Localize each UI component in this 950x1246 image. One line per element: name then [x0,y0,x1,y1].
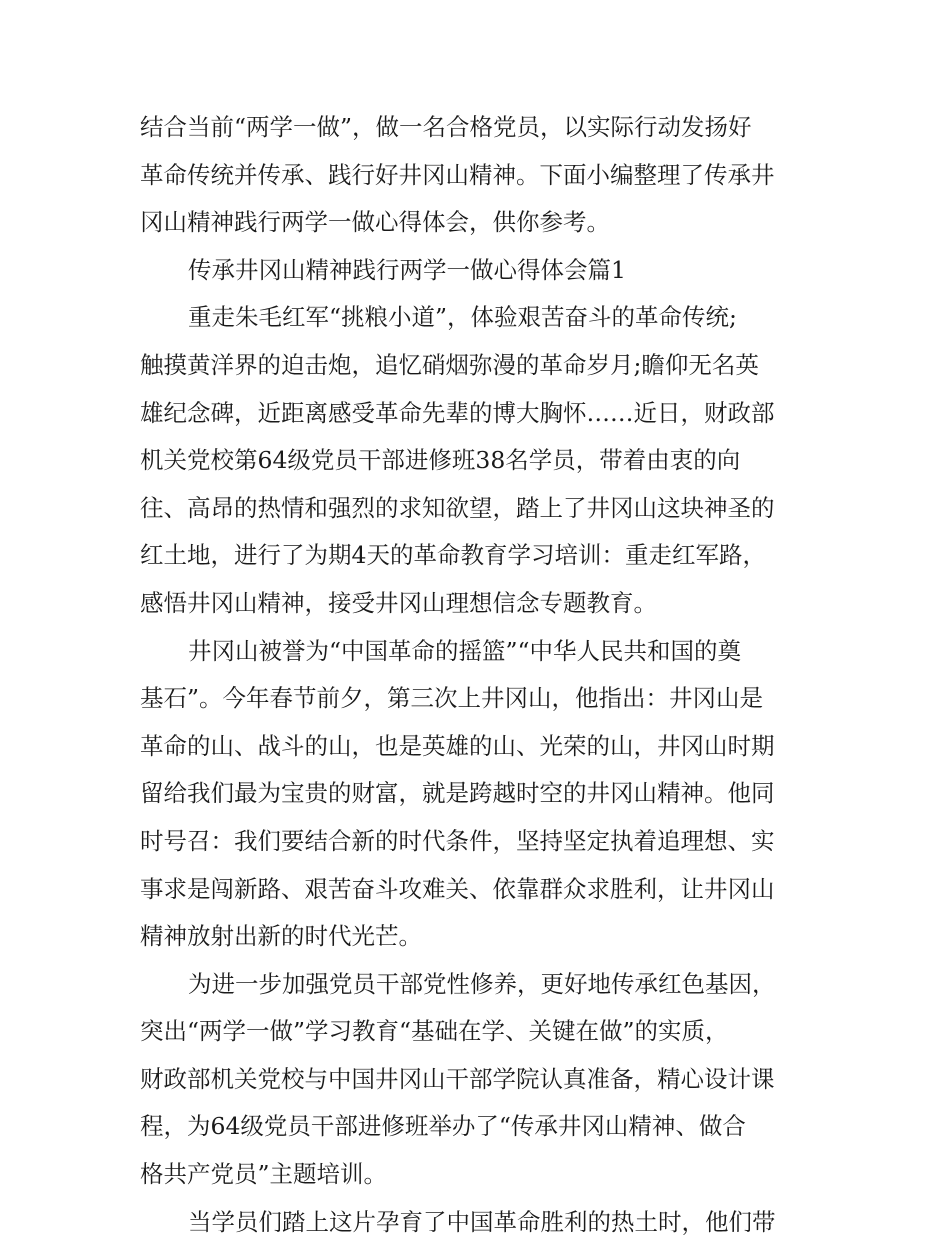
text-line: 结合当前“两学一做”，做一名合格党员，以实际行动发扬好 [140,113,752,141]
text-line: 冈山精神践行两学一做心得体会，供你参考。 [140,208,610,237]
text-line: 机关党校第64级党员干部进修班38名学员，带着由衷的向 [140,446,741,475]
text-line: 程，为64级党员干部进修班举办了“传承井冈山精神、做合 [140,1112,746,1141]
paragraph-first-line: 重走朱毛红军“挑粮小道”，体验艰苦奋斗的革命传统; [188,303,737,332]
paragraph-first-line: 为进一步加强党员干部党性修养，更好地传承红色基因， [188,969,776,998]
text-line: 时号召：我们要结合新的时代条件，坚持坚定执着追理想、实 [140,826,775,855]
text-line: 往、高昂的热情和强烈的求知欲望，踏上了井冈山这块神圣的 [140,493,775,522]
text-line: 红土地，进行了为期4天的革命教育学习培训：重走红军路， [140,541,766,570]
text-line: 格共产党员”主题培训。 [140,1160,388,1189]
text-line: 留给我们最为宝贵的财富，就是跨越时空的井冈山精神。他同 [140,779,775,808]
paragraph-first-line: 传承井冈山精神践行两学一做心得体会篇1 [188,255,626,284]
text-line: 精神放射出新的时代光芒。 [140,922,422,951]
document-body [140,104,812,1246]
paragraph-first-line: 井冈山被誉为“中国革命的摇篮”“中华人民共和国的奠 [188,636,742,665]
text-line: 事求是闯新路、艰苦奋斗攻难关、依靠群众求胜利，让井冈山 [140,874,775,903]
text-line: 基石”。今年春节前夕，第三次上井冈山，他指出：井冈山是 [140,684,764,713]
text-line: 触摸黄洋界的迫击炮，追忆硝烟弥漫的革命岁月;瞻仰无名英 [140,350,759,379]
text-line: 雄纪念碑，近距离感受革命先辈的博大胸怀……近日，财政部 [140,398,775,427]
text-line: 革命传统并传承、践行好井冈山精神。下面小编整理了传承井 [140,160,775,189]
text-line: 感悟井冈山精神，接受井冈山理想信念专题教育。 [140,588,657,617]
paragraph-first-line: 当学员们踏上这片孕育了中国革命胜利的热土时，他们带 [188,1207,776,1236]
text-line: 革命的山、战斗的山，也是英雄的山、光荣的山，井冈山时期 [140,731,775,760]
text-line: 突出“两学一做”学习教育“基础在学、关键在做”的实质， [140,1017,729,1046]
text-line: 财政部机关党校与中国井冈山干部学院认真准备，精心设计课 [140,1064,775,1093]
